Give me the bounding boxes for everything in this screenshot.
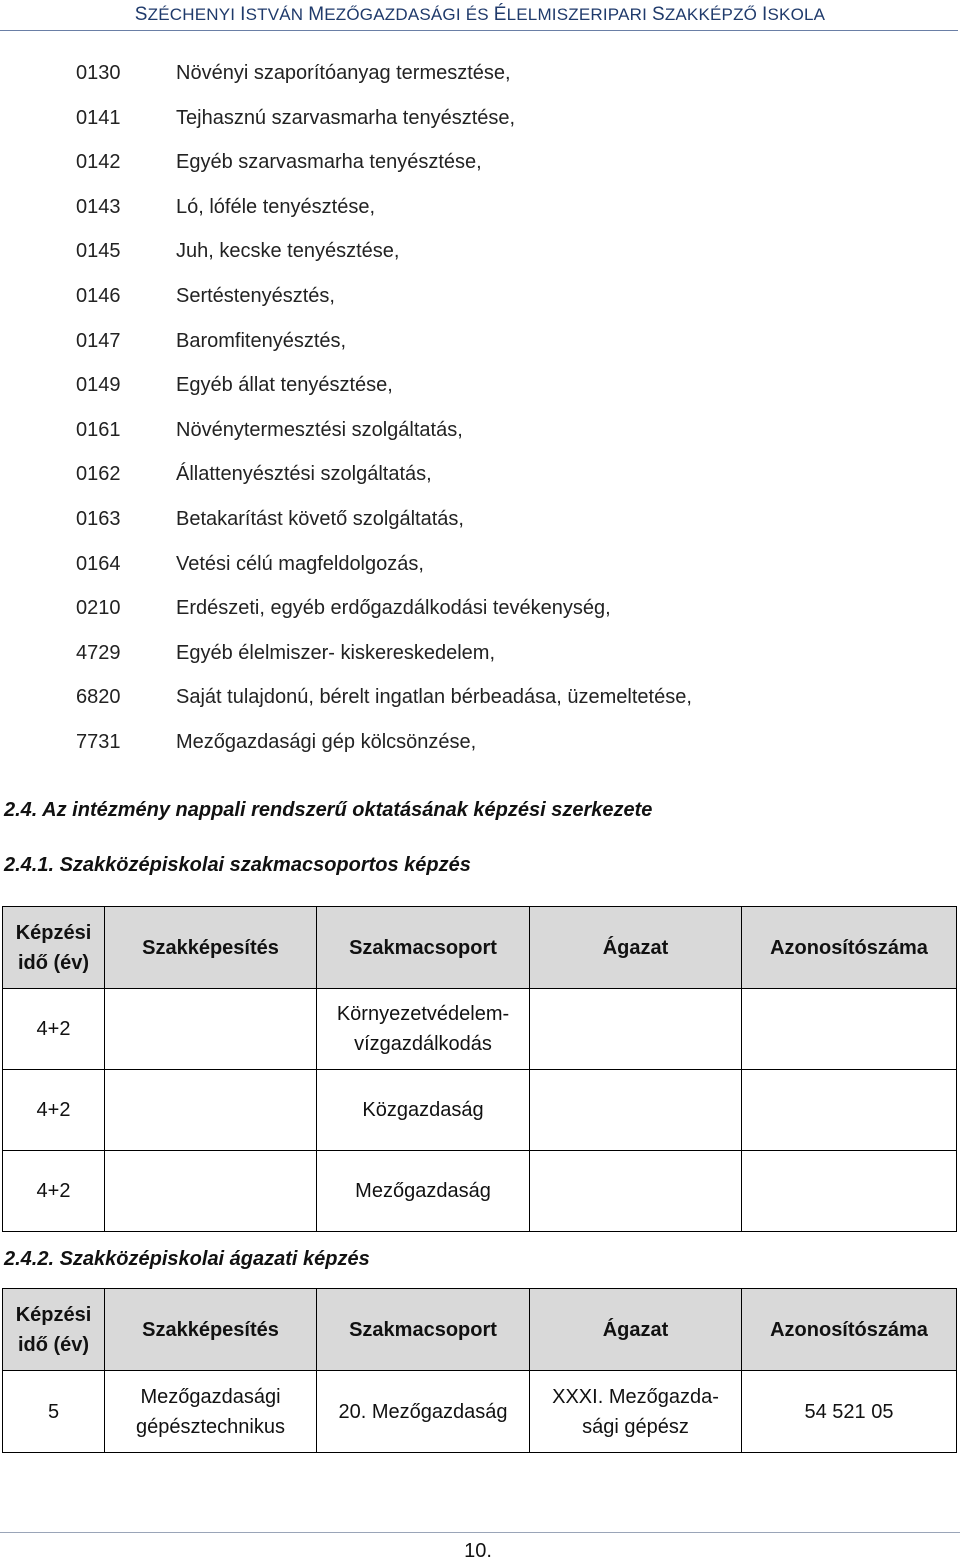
table-row [3,1371,957,1453]
list-item [0,97,960,141]
activity-code: 6820 [76,686,121,709]
training-structure-table-2 [2,1288,957,1453]
cell-vocational-group: Mezőgazdaság [317,1151,530,1232]
cell-sector [530,1070,742,1151]
cell-sector: XXXI. Mezőgazda- sági gépész [530,1371,742,1453]
activity-code: 0210 [76,597,121,620]
activity-description: Saját tulajdonú, bérelt ingatlan bérbeadása, üzemeltetése, [176,686,692,709]
activity-description: Betakarítást követő szolgáltatás, [176,508,464,530]
activity-code: 4729 [76,641,121,664]
activity-code: 0163 [76,508,121,530]
cell-vocational-group: Közgazdaság [317,1070,530,1151]
activity-code: 7731 [76,731,121,753]
table-header-row [3,907,957,989]
activity-code: 0162 [76,463,121,486]
table-row [3,989,957,1070]
page-number: 10. [464,1540,492,1561]
cell-duration: 4+2 [3,1151,105,1232]
training-structure-table-1 [2,906,957,1232]
list-item [0,543,960,587]
table-header-row [3,1289,957,1371]
header-word-3: MEZŐGAZDASÁGI ÉS [308,4,494,25]
activity-code: 0142 [76,151,121,174]
footer-divider [0,1532,960,1533]
list-item [0,587,960,631]
header-identifier: Azonosítószáma [742,1289,957,1371]
header-qualification: Szakképesítés [105,1289,317,1371]
cell-sector [530,1151,742,1232]
header-identifier: Azonosítószáma [742,907,957,989]
document-header [0,4,960,26]
activity-description: Növényi szaporítóanyag termesztése, [176,62,511,84]
cell-duration: 4+2 [3,989,105,1070]
header-duration: Képzési idő (év) [3,907,105,989]
activity-description: Mezőgazdasági gép kölcsönzése, [176,731,477,753]
list-item [0,141,960,185]
cell-vocational-group: Környezetvédelem- vízgazdálkodás [317,989,530,1070]
activity-code: 0161 [76,418,121,441]
activity-code: 0146 [76,285,121,307]
list-item [0,186,960,230]
header-word-4: ÉLELMISZERIPARI [493,4,652,25]
list-item [0,676,960,720]
section-heading: 2.4. Az intézmény nappali rendszerű oktatásának képzési szerkezete [4,799,653,821]
list-item [0,364,960,408]
header-vocational-group: Szakmacsoport [317,907,530,989]
list-item [0,52,960,96]
cell-identifier: 54 521 05 [742,1371,957,1453]
list-item [0,721,960,765]
header-sector: Ágazat [530,1289,742,1371]
list-item [0,453,960,497]
list-item [0,632,960,676]
list-item [0,320,960,364]
list-item [0,275,960,319]
cell-identifier [742,1070,957,1151]
cell-identifier [742,1151,957,1232]
cell-qualification [105,1070,317,1151]
header-word-2: ISTVÁN [240,4,309,25]
activity-code: 0143 [76,195,121,218]
activity-description: Növénytermesztési szolgáltatás, [176,418,463,441]
activity-description: Egyéb szarvasmarha tenyésztése, [176,151,482,174]
activity-description: Baromfitenyésztés, [176,329,347,352]
activity-code: 0145 [76,240,121,263]
activity-description: Ló, lóféle tenyésztése, [176,195,376,218]
header-duration: Képzési idő (év) [3,1289,105,1371]
activity-description: Erdészeti, egyéb erdőgazdálkodási tevékenység, [176,597,611,620]
header-divider [0,30,958,31]
subsection-heading-sector: 2.4.2. Szakközépiskolai ágazati képzés [4,1248,370,1270]
activity-description: Egyéb állat tenyésztése, [176,374,393,397]
cell-sector [530,989,742,1070]
activity-description: Sertéstenyésztés, [176,285,335,307]
activity-code: 0141 [76,106,121,129]
activity-code: 0164 [76,552,121,575]
list-item [0,230,960,274]
cell-qualification [105,989,317,1070]
activity-description: Tejhasznú szarvasmarha tenyésztése, [176,106,516,129]
cell-duration: 4+2 [3,1070,105,1151]
cell-qualification: Mezőgazdasági gépésztechnikus [105,1371,317,1453]
activity-description: Egyéb élelmiszer- kiskereskedelem, [176,641,496,664]
activity-code: 0149 [76,374,121,397]
table-row [3,1070,957,1151]
header-sector: Ágazat [530,907,742,989]
header-word-6: ISKOLA [762,4,826,25]
subsection-heading-vocational-group: 2.4.1. Szakközépiskolai szakmacsoportos képzés [4,854,471,876]
list-item [0,498,960,542]
cell-qualification [105,1151,317,1232]
cell-vocational-group: 20. Mezőgazdaság [317,1371,530,1453]
activity-code: 0147 [76,329,121,352]
list-item [0,409,960,453]
header-vocational-group: Szakmacsoport [317,1289,530,1371]
cell-duration: 5 [3,1371,105,1453]
activity-description: Vetési célú magfeldolgozás, [176,552,424,575]
header-word-5: SZAKKÉPZŐ [651,4,763,25]
activity-description: Állattenyésztési szolgáltatás, [176,463,432,486]
header-qualification: Szakképesítés [105,907,317,989]
cell-identifier [742,989,957,1070]
header-word-1: SZÉCHENYI [134,4,241,25]
activity-code: 0130 [76,62,121,84]
table-row [3,1151,957,1232]
activity-description: Juh, kecske tenyésztése, [176,240,400,263]
